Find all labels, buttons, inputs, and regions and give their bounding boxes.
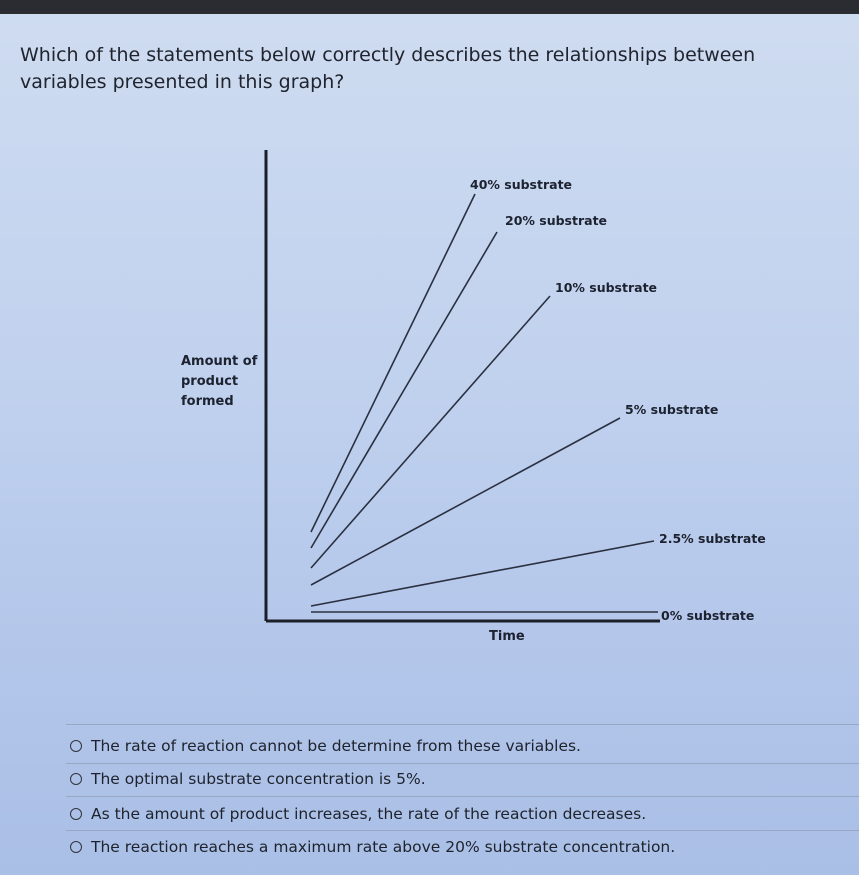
series-line (311, 418, 620, 585)
answer-option-label: The optimal substrate concentration is 5%. (91, 770, 426, 788)
answer-option-2[interactable] (70, 764, 426, 794)
answer-option-1[interactable] (70, 731, 581, 761)
answer-option-label: The reaction reaches a maximum rate above 20% substrate concentration. (91, 838, 676, 856)
y-axis-label-text: Amount of product formed (181, 354, 258, 409)
series-line (311, 232, 497, 548)
radio-button-icon[interactable] (70, 808, 82, 820)
question-text: Which of the statements below correctly describes the relationships between variables presented in this graph? (20, 44, 756, 93)
series-label: 10% substrate (555, 280, 658, 295)
radio-button-icon[interactable] (70, 740, 82, 752)
x-axis-label: Time (489, 629, 525, 644)
y-axis-label (181, 352, 259, 412)
radio-button-icon[interactable] (70, 841, 82, 853)
answer-option-3[interactable] (70, 799, 646, 829)
radio-button-icon[interactable] (70, 773, 82, 785)
series-line (311, 296, 550, 568)
series-label: 5% substrate (625, 402, 719, 417)
options-divider (66, 830, 859, 831)
series-line (311, 541, 654, 606)
series-label: 0% substrate (661, 608, 755, 623)
answer-option-label: The rate of reaction cannot be determine from these variables. (91, 737, 581, 755)
answer-option-4[interactable] (70, 832, 675, 862)
series-label: 20% substrate (505, 213, 608, 228)
options-divider (66, 796, 859, 797)
answer-option-label: As the amount of product increases, the rate of the reaction decreases. (91, 805, 647, 823)
series-label: 2.5% substrate (659, 531, 766, 546)
series-label: 40% substrate (470, 177, 573, 192)
series-line (311, 194, 475, 532)
options-divider-top (66, 724, 859, 725)
